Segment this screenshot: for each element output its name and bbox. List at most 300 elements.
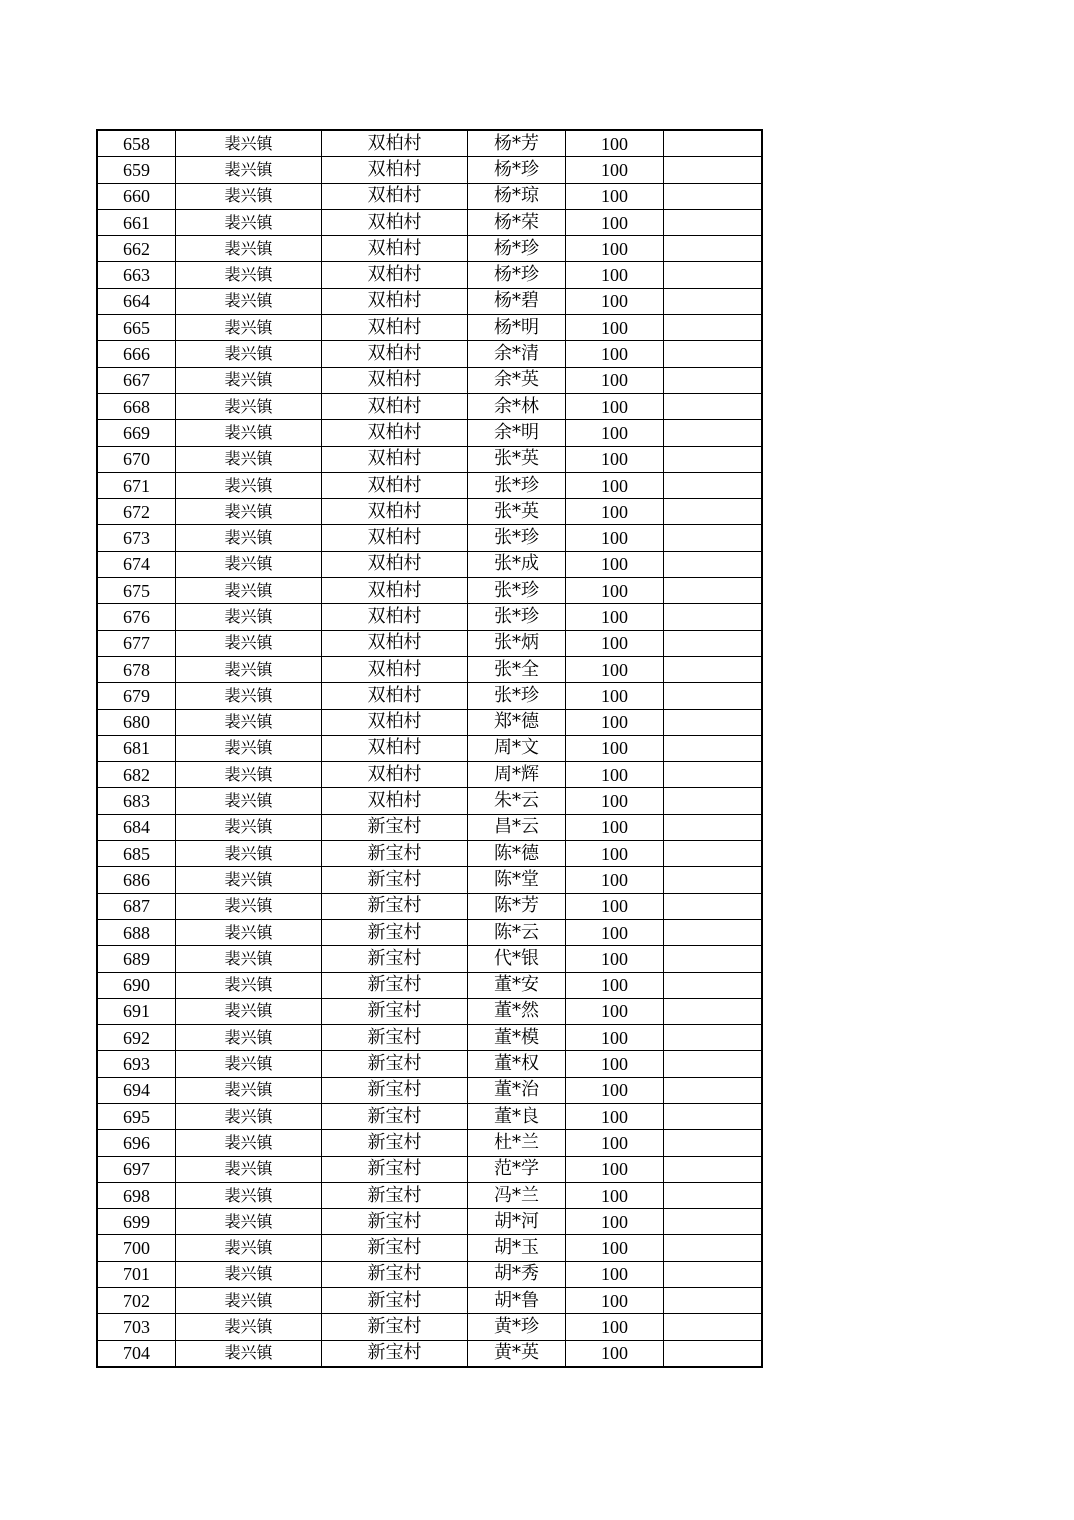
cell-town: 裴兴镇 (176, 709, 322, 735)
cell-town: 裴兴镇 (176, 1156, 322, 1182)
cell-amount: 100 (566, 919, 664, 945)
cell-number: 696 (97, 1130, 176, 1156)
cell-note (664, 1340, 763, 1367)
cell-village: 双柏村 (322, 393, 468, 419)
cell-name: 张*炳 (468, 630, 566, 656)
cell-village: 双柏村 (322, 578, 468, 604)
cell-amount: 100 (566, 315, 664, 341)
cell-amount: 100 (566, 420, 664, 446)
cell-number: 684 (97, 814, 176, 840)
data-table (96, 129, 763, 1368)
cell-number: 700 (97, 1235, 176, 1261)
cell-amount: 100 (566, 630, 664, 656)
cell-note (664, 1103, 763, 1129)
cell-number: 658 (97, 130, 176, 157)
table-row (97, 1156, 762, 1182)
cell-name: 余*清 (468, 341, 566, 367)
cell-town: 裴兴镇 (176, 867, 322, 893)
cell-village: 新宝村 (322, 1261, 468, 1287)
cell-town: 裴兴镇 (176, 762, 322, 788)
cell-note (664, 867, 763, 893)
cell-village: 新宝村 (322, 1209, 468, 1235)
table-row (97, 1103, 762, 1129)
cell-note (664, 1314, 763, 1340)
cell-village: 双柏村 (322, 735, 468, 761)
cell-name: 黄*珍 (468, 1314, 566, 1340)
cell-town: 裴兴镇 (176, 130, 322, 157)
cell-note (664, 946, 763, 972)
cell-name: 周*辉 (468, 762, 566, 788)
cell-number: 675 (97, 578, 176, 604)
cell-number: 679 (97, 683, 176, 709)
cell-amount: 100 (566, 656, 664, 682)
cell-note (664, 683, 763, 709)
cell-note (664, 998, 763, 1024)
table-row (97, 315, 762, 341)
cell-note (664, 1288, 763, 1314)
cell-name: 杨*碧 (468, 288, 566, 314)
cell-note (664, 630, 763, 656)
cell-number: 677 (97, 630, 176, 656)
cell-name: 张*珍 (468, 683, 566, 709)
cell-village: 新宝村 (322, 1340, 468, 1367)
table-row (97, 551, 762, 577)
table-row (97, 762, 762, 788)
cell-note (664, 393, 763, 419)
cell-town: 裴兴镇 (176, 893, 322, 919)
cell-village: 双柏村 (322, 446, 468, 472)
cell-town: 裴兴镇 (176, 236, 322, 262)
cell-village: 新宝村 (322, 972, 468, 998)
cell-amount: 100 (566, 946, 664, 972)
cell-amount: 100 (566, 867, 664, 893)
cell-town: 裴兴镇 (176, 946, 322, 972)
cell-village: 双柏村 (322, 367, 468, 393)
cell-number: 660 (97, 183, 176, 209)
table-row (97, 393, 762, 419)
cell-village: 新宝村 (322, 1130, 468, 1156)
cell-number: 704 (97, 1340, 176, 1367)
cell-town: 裴兴镇 (176, 1340, 322, 1367)
table-row (97, 919, 762, 945)
cell-name: 张*全 (468, 656, 566, 682)
table-row (97, 262, 762, 288)
table-row (97, 630, 762, 656)
cell-amount: 100 (566, 604, 664, 630)
cell-amount: 100 (566, 1077, 664, 1103)
cell-name: 胡*鲁 (468, 1288, 566, 1314)
cell-amount: 100 (566, 683, 664, 709)
cell-village: 双柏村 (322, 762, 468, 788)
cell-number: 687 (97, 893, 176, 919)
cell-number: 659 (97, 157, 176, 183)
cell-number: 663 (97, 262, 176, 288)
cell-village: 双柏村 (322, 236, 468, 262)
cell-number: 699 (97, 1209, 176, 1235)
cell-number: 693 (97, 1051, 176, 1077)
cell-number: 692 (97, 1025, 176, 1051)
cell-number: 695 (97, 1103, 176, 1129)
cell-name: 杨*琼 (468, 183, 566, 209)
cell-amount: 100 (566, 288, 664, 314)
cell-name: 张*珍 (468, 604, 566, 630)
cell-note (664, 288, 763, 314)
cell-village: 双柏村 (322, 525, 468, 551)
cell-town: 裴兴镇 (176, 288, 322, 314)
cell-amount: 100 (566, 1156, 664, 1182)
cell-amount: 100 (566, 472, 664, 498)
cell-amount: 100 (566, 183, 664, 209)
cell-town: 裴兴镇 (176, 1314, 322, 1340)
cell-amount: 100 (566, 709, 664, 735)
cell-village: 新宝村 (322, 1288, 468, 1314)
cell-name: 周*文 (468, 735, 566, 761)
cell-amount: 100 (566, 578, 664, 604)
cell-name: 陈*堂 (468, 867, 566, 893)
cell-note (664, 315, 763, 341)
cell-amount: 100 (566, 1130, 664, 1156)
cell-name: 胡*秀 (468, 1261, 566, 1287)
table-row (97, 972, 762, 998)
cell-number: 698 (97, 1182, 176, 1208)
cell-note (664, 814, 763, 840)
table-row (97, 998, 762, 1024)
cell-name: 胡*河 (468, 1209, 566, 1235)
cell-amount: 100 (566, 499, 664, 525)
table-row (97, 446, 762, 472)
cell-village: 新宝村 (322, 946, 468, 972)
cell-number: 697 (97, 1156, 176, 1182)
cell-amount: 100 (566, 209, 664, 235)
cell-amount: 100 (566, 525, 664, 551)
cell-town: 裴兴镇 (176, 525, 322, 551)
cell-village: 新宝村 (322, 841, 468, 867)
cell-note (664, 525, 763, 551)
cell-name: 董*治 (468, 1077, 566, 1103)
cell-number: 671 (97, 472, 176, 498)
cell-name: 董*模 (468, 1025, 566, 1051)
table-row (97, 157, 762, 183)
cell-note (664, 1051, 763, 1077)
table-row (97, 1314, 762, 1340)
cell-name: 张*珍 (468, 472, 566, 498)
cell-name: 董*安 (468, 972, 566, 998)
table-row (97, 1209, 762, 1235)
cell-town: 裴兴镇 (176, 841, 322, 867)
cell-amount: 100 (566, 998, 664, 1024)
table-row (97, 288, 762, 314)
cell-note (664, 420, 763, 446)
cell-note (664, 551, 763, 577)
cell-town: 裴兴镇 (176, 157, 322, 183)
cell-amount: 100 (566, 814, 664, 840)
cell-village: 双柏村 (322, 130, 468, 157)
cell-village: 双柏村 (322, 499, 468, 525)
cell-note (664, 578, 763, 604)
cell-town: 裴兴镇 (176, 578, 322, 604)
cell-name: 余*明 (468, 420, 566, 446)
table-row (97, 341, 762, 367)
cell-amount: 100 (566, 1025, 664, 1051)
cell-village: 新宝村 (322, 1103, 468, 1129)
cell-name: 黄*英 (468, 1340, 566, 1367)
cell-number: 701 (97, 1261, 176, 1287)
cell-number: 670 (97, 446, 176, 472)
table-row (97, 709, 762, 735)
cell-number: 678 (97, 656, 176, 682)
cell-number: 685 (97, 841, 176, 867)
cell-note (664, 1261, 763, 1287)
cell-note (664, 841, 763, 867)
cell-town: 裴兴镇 (176, 1235, 322, 1261)
cell-note (664, 1156, 763, 1182)
table-row (97, 893, 762, 919)
table-body (97, 130, 762, 1367)
cell-amount: 100 (566, 446, 664, 472)
cell-number: 694 (97, 1077, 176, 1103)
table-row (97, 183, 762, 209)
cell-town: 裴兴镇 (176, 972, 322, 998)
cell-town: 裴兴镇 (176, 393, 322, 419)
cell-town: 裴兴镇 (176, 630, 322, 656)
cell-note (664, 157, 763, 183)
cell-town: 裴兴镇 (176, 315, 322, 341)
cell-amount: 100 (566, 1209, 664, 1235)
cell-village: 双柏村 (322, 209, 468, 235)
cell-name: 张*成 (468, 551, 566, 577)
table-row (97, 683, 762, 709)
table-row (97, 525, 762, 551)
cell-town: 裴兴镇 (176, 262, 322, 288)
cell-village: 新宝村 (322, 1235, 468, 1261)
table-row (97, 1261, 762, 1287)
cell-town: 裴兴镇 (176, 1209, 322, 1235)
table-row (97, 209, 762, 235)
cell-amount: 100 (566, 1103, 664, 1129)
cell-town: 裴兴镇 (176, 656, 322, 682)
cell-town: 裴兴镇 (176, 472, 322, 498)
cell-note (664, 709, 763, 735)
cell-name: 杨*芳 (468, 130, 566, 157)
cell-amount: 100 (566, 1340, 664, 1367)
cell-town: 裴兴镇 (176, 735, 322, 761)
table-row (97, 1077, 762, 1103)
table-row (97, 578, 762, 604)
cell-village: 双柏村 (322, 683, 468, 709)
table-row (97, 472, 762, 498)
cell-note (664, 656, 763, 682)
cell-number: 674 (97, 551, 176, 577)
table-row (97, 814, 762, 840)
cell-name: 杨*荣 (468, 209, 566, 235)
cell-number: 682 (97, 762, 176, 788)
cell-number: 680 (97, 709, 176, 735)
cell-name: 胡*玉 (468, 1235, 566, 1261)
cell-village: 双柏村 (322, 315, 468, 341)
table-row (97, 1182, 762, 1208)
cell-name: 范*学 (468, 1156, 566, 1182)
table-row (97, 420, 762, 446)
cell-number: 689 (97, 946, 176, 972)
cell-village: 双柏村 (322, 183, 468, 209)
cell-town: 裴兴镇 (176, 551, 322, 577)
cell-number: 676 (97, 604, 176, 630)
cell-name: 杨*珍 (468, 236, 566, 262)
cell-name: 张*英 (468, 446, 566, 472)
cell-town: 裴兴镇 (176, 998, 322, 1024)
cell-town: 裴兴镇 (176, 420, 322, 446)
cell-town: 裴兴镇 (176, 683, 322, 709)
cell-note (664, 893, 763, 919)
table-row (97, 1051, 762, 1077)
cell-name: 张*珍 (468, 525, 566, 551)
cell-note (664, 236, 763, 262)
cell-town: 裴兴镇 (176, 367, 322, 393)
cell-name: 昌*云 (468, 814, 566, 840)
cell-note (664, 788, 763, 814)
cell-number: 669 (97, 420, 176, 446)
cell-village: 新宝村 (322, 1025, 468, 1051)
cell-village: 双柏村 (322, 341, 468, 367)
cell-number: 665 (97, 315, 176, 341)
cell-name: 代*银 (468, 946, 566, 972)
cell-village: 双柏村 (322, 656, 468, 682)
cell-note (664, 499, 763, 525)
cell-number: 662 (97, 236, 176, 262)
cell-name: 陈*芳 (468, 893, 566, 919)
table-row (97, 1025, 762, 1051)
cell-village: 双柏村 (322, 472, 468, 498)
cell-number: 686 (97, 867, 176, 893)
table-row (97, 788, 762, 814)
cell-note (664, 1025, 763, 1051)
cell-town: 裴兴镇 (176, 604, 322, 630)
cell-name: 余*林 (468, 393, 566, 419)
cell-name: 张*英 (468, 499, 566, 525)
cell-amount: 100 (566, 130, 664, 157)
cell-town: 裴兴镇 (176, 1025, 322, 1051)
cell-note (664, 183, 763, 209)
cell-note (664, 1130, 763, 1156)
cell-name: 余*英 (468, 367, 566, 393)
cell-amount: 100 (566, 1182, 664, 1208)
cell-village: 双柏村 (322, 604, 468, 630)
cell-amount: 100 (566, 157, 664, 183)
cell-amount: 100 (566, 551, 664, 577)
cell-number: 664 (97, 288, 176, 314)
cell-village: 新宝村 (322, 919, 468, 945)
cell-note (664, 604, 763, 630)
cell-village: 新宝村 (322, 893, 468, 919)
cell-number: 666 (97, 341, 176, 367)
cell-number: 683 (97, 788, 176, 814)
table-row (97, 946, 762, 972)
cell-amount: 100 (566, 762, 664, 788)
cell-amount: 100 (566, 972, 664, 998)
cell-village: 双柏村 (322, 420, 468, 446)
cell-name: 董*权 (468, 1051, 566, 1077)
cell-name: 杨*珍 (468, 157, 566, 183)
cell-town: 裴兴镇 (176, 1077, 322, 1103)
cell-note (664, 209, 763, 235)
table-row (97, 367, 762, 393)
cell-village: 新宝村 (322, 1051, 468, 1077)
cell-amount: 100 (566, 1314, 664, 1340)
cell-name: 朱*云 (468, 788, 566, 814)
cell-amount: 100 (566, 262, 664, 288)
cell-number: 673 (97, 525, 176, 551)
cell-amount: 100 (566, 1051, 664, 1077)
cell-amount: 100 (566, 393, 664, 419)
cell-note (664, 472, 763, 498)
table-row (97, 236, 762, 262)
cell-town: 裴兴镇 (176, 919, 322, 945)
cell-note (664, 1235, 763, 1261)
table-row (97, 499, 762, 525)
cell-village: 新宝村 (322, 814, 468, 840)
cell-note (664, 341, 763, 367)
table-row (97, 604, 762, 630)
cell-note (664, 367, 763, 393)
cell-number: 672 (97, 499, 176, 525)
cell-number: 703 (97, 1314, 176, 1340)
cell-name: 冯*兰 (468, 1182, 566, 1208)
cell-amount: 100 (566, 367, 664, 393)
cell-name: 陈*德 (468, 841, 566, 867)
cell-town: 裴兴镇 (176, 1130, 322, 1156)
cell-town: 裴兴镇 (176, 446, 322, 472)
cell-village: 双柏村 (322, 157, 468, 183)
table-row (97, 1130, 762, 1156)
cell-amount: 100 (566, 341, 664, 367)
cell-note (664, 1182, 763, 1208)
cell-town: 裴兴镇 (176, 183, 322, 209)
cell-number: 667 (97, 367, 176, 393)
cell-town: 裴兴镇 (176, 341, 322, 367)
cell-town: 裴兴镇 (176, 1261, 322, 1287)
cell-name: 张*珍 (468, 578, 566, 604)
cell-village: 双柏村 (322, 709, 468, 735)
cell-note (664, 446, 763, 472)
cell-note (664, 735, 763, 761)
table-row (97, 735, 762, 761)
cell-name: 杨*珍 (468, 262, 566, 288)
cell-village: 新宝村 (322, 867, 468, 893)
cell-town: 裴兴镇 (176, 1103, 322, 1129)
cell-number: 681 (97, 735, 176, 761)
cell-name: 董*然 (468, 998, 566, 1024)
cell-note (664, 762, 763, 788)
cell-name: 董*良 (468, 1103, 566, 1129)
cell-village: 新宝村 (322, 1077, 468, 1103)
cell-note (664, 1077, 763, 1103)
cell-note (664, 972, 763, 998)
cell-name: 杨*明 (468, 315, 566, 341)
cell-note (664, 262, 763, 288)
table-row (97, 656, 762, 682)
cell-name: 郑*德 (468, 709, 566, 735)
table-row (97, 867, 762, 893)
cell-name: 陈*云 (468, 919, 566, 945)
cell-town: 裴兴镇 (176, 209, 322, 235)
cell-village: 双柏村 (322, 288, 468, 314)
cell-village: 新宝村 (322, 998, 468, 1024)
cell-town: 裴兴镇 (176, 499, 322, 525)
table-row (97, 1288, 762, 1314)
cell-town: 裴兴镇 (176, 814, 322, 840)
cell-amount: 100 (566, 236, 664, 262)
cell-amount: 100 (566, 1261, 664, 1287)
